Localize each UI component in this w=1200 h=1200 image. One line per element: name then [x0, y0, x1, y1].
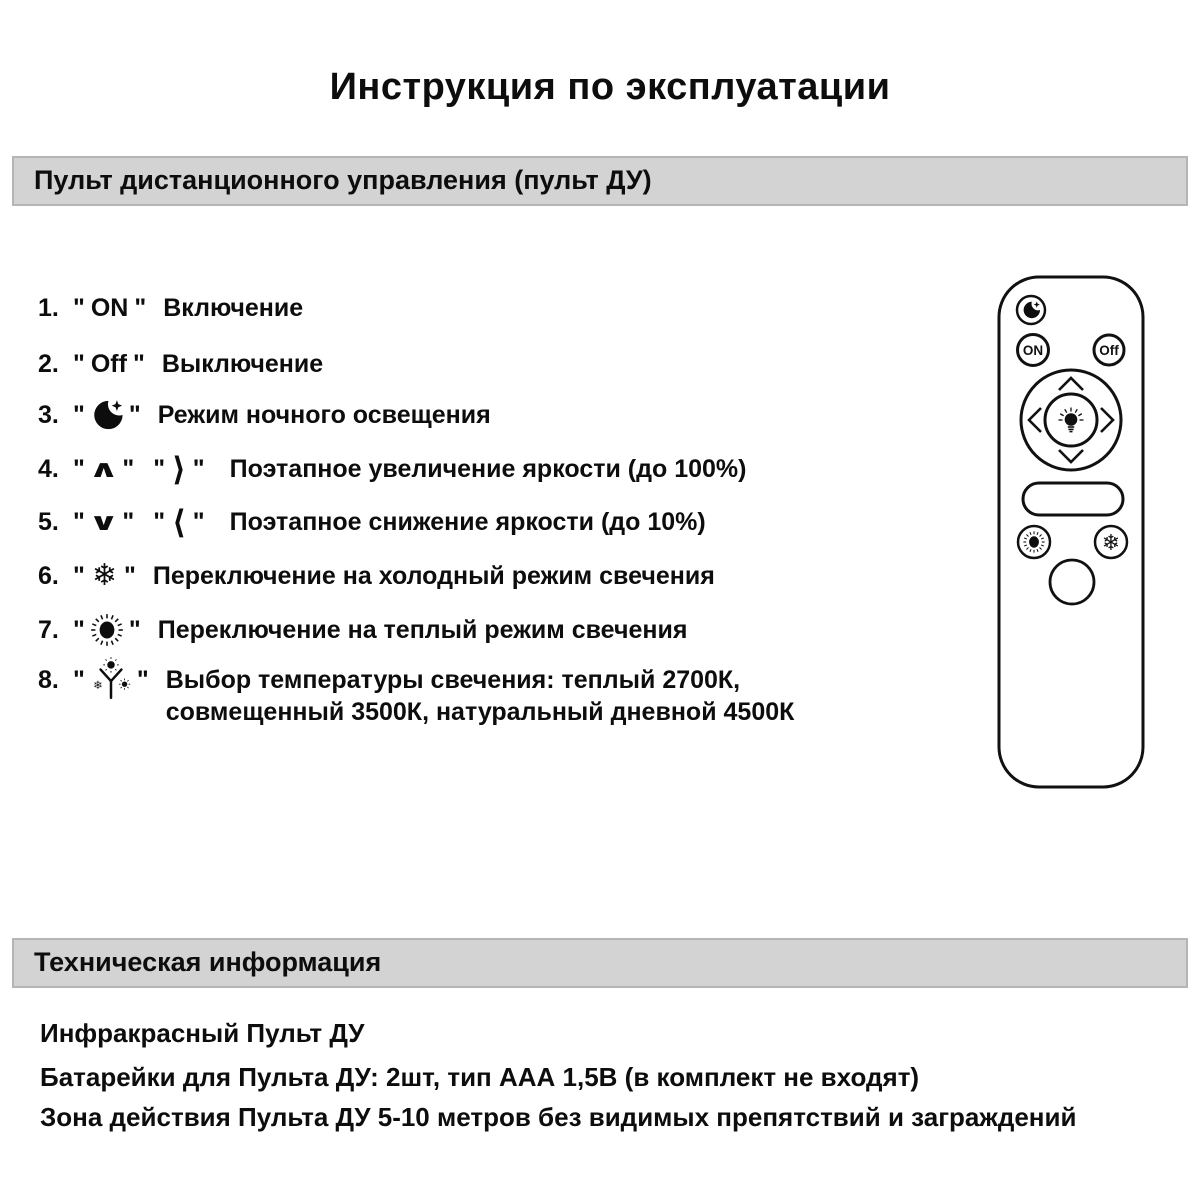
remote-off-label: Off [1099, 343, 1119, 358]
quote-mark: " [132, 349, 145, 378]
quote-mark: " [73, 293, 85, 322]
item-number: 4. [38, 454, 59, 483]
remote-pill-button [1023, 483, 1123, 515]
quote-mark: " [73, 666, 85, 694]
item-text: Поэтапное снижение яркости (до 10%) [229, 507, 706, 536]
item-text-line2: совмещенный 3500К, натуральный дневной 4500К [165, 698, 795, 726]
quote-mark: " [128, 400, 141, 429]
remote-on-button [1018, 335, 1049, 366]
item-number: 3. [38, 400, 59, 429]
tech-info-line: Зона действия Пульта ДУ 5-10 метров без видимых препятствий и заграждений [40, 1102, 1077, 1132]
sun-icon [90, 613, 124, 647]
list-item-warm-mode [38, 613, 687, 647]
remote-on-label: ON [1022, 343, 1044, 358]
quote-mark: " [122, 454, 135, 483]
list-item-brightness-up [38, 452, 746, 486]
off-label: Off [90, 349, 127, 378]
quote-mark: " [122, 507, 135, 536]
item-number: 8. [38, 666, 59, 694]
chevron-down-icon: ∨ [88, 508, 120, 536]
item-text: Режим ночного освещения [157, 400, 491, 429]
remote-off-button [1094, 335, 1124, 365]
section-heading-tech: Техническая информация [12, 938, 1188, 988]
list-item-off [38, 347, 323, 381]
remote-control-illustration [960, 260, 1200, 800]
page-title: Инструкция по эксплуатации [329, 66, 891, 108]
quote-mark: " [128, 615, 141, 644]
quote-mark: " [124, 561, 136, 590]
section-heading-remote: Пульт дистанционного управления (пульт ДУ) [12, 156, 1188, 206]
snowflake-icon: ❄ [91, 558, 117, 593]
remote-night-button [1017, 296, 1045, 324]
quote-mark: " [134, 293, 147, 322]
item-text: Включение [163, 293, 304, 322]
item-text: Переключение на теплый режим свечения [157, 615, 688, 644]
quote-mark: " [192, 454, 205, 483]
remote-cold-button [1095, 526, 1127, 558]
quote-mark: " [73, 561, 85, 590]
quote-mark: " [153, 507, 166, 536]
snowflake-icon: ❄ [1101, 531, 1121, 556]
item-number: 1. [38, 293, 59, 322]
remote-bottom-button [1050, 560, 1094, 604]
item-number: 2. [38, 349, 59, 378]
remote-warm-button [1018, 526, 1050, 558]
moon-icon [90, 398, 124, 432]
list-item-night-mode [38, 398, 491, 432]
item-text [166, 664, 795, 728]
list-item-on [38, 291, 303, 325]
item-number: 7. [38, 615, 59, 644]
chevron-right-icon: ⟩ [172, 450, 186, 488]
list-item-brightness-down [38, 505, 706, 539]
color-temperature-selector-icon [90, 656, 132, 704]
on-label: ON [90, 293, 129, 322]
item-number: 6. [38, 561, 59, 590]
item-text-line1: Выбор температуры свечения: теплый 2700К, [165, 666, 741, 694]
remote-dpad [1021, 370, 1121, 470]
quote-mark: " [73, 454, 85, 483]
tech-info-line: Инфракрасный Пульт ДУ [40, 1018, 365, 1048]
list-item-color-temperature [38, 664, 794, 728]
list-item-cold-mode [38, 559, 715, 593]
quote-mark: " [73, 349, 85, 378]
quote-mark: " [153, 454, 166, 483]
quote-mark: " [192, 507, 205, 536]
quote-mark: " [136, 666, 149, 694]
tech-info-line: Батарейки для Пульта ДУ: 2шт, тип ААА 1,5В (в комплект не входят) [40, 1062, 920, 1092]
quote-mark: " [73, 507, 85, 536]
item-text: Поэтапное увеличение яркости (до 100%) [229, 454, 747, 483]
quote-mark: " [73, 615, 85, 644]
quote-mark: " [73, 400, 85, 429]
chevron-up-icon: ∧ [88, 455, 120, 483]
item-text: Переключение на холодный режим свечения [152, 561, 715, 590]
item-text: Выключение [161, 349, 324, 378]
item-number: 5. [38, 507, 59, 536]
chevron-left-icon: ⟨ [172, 503, 186, 541]
